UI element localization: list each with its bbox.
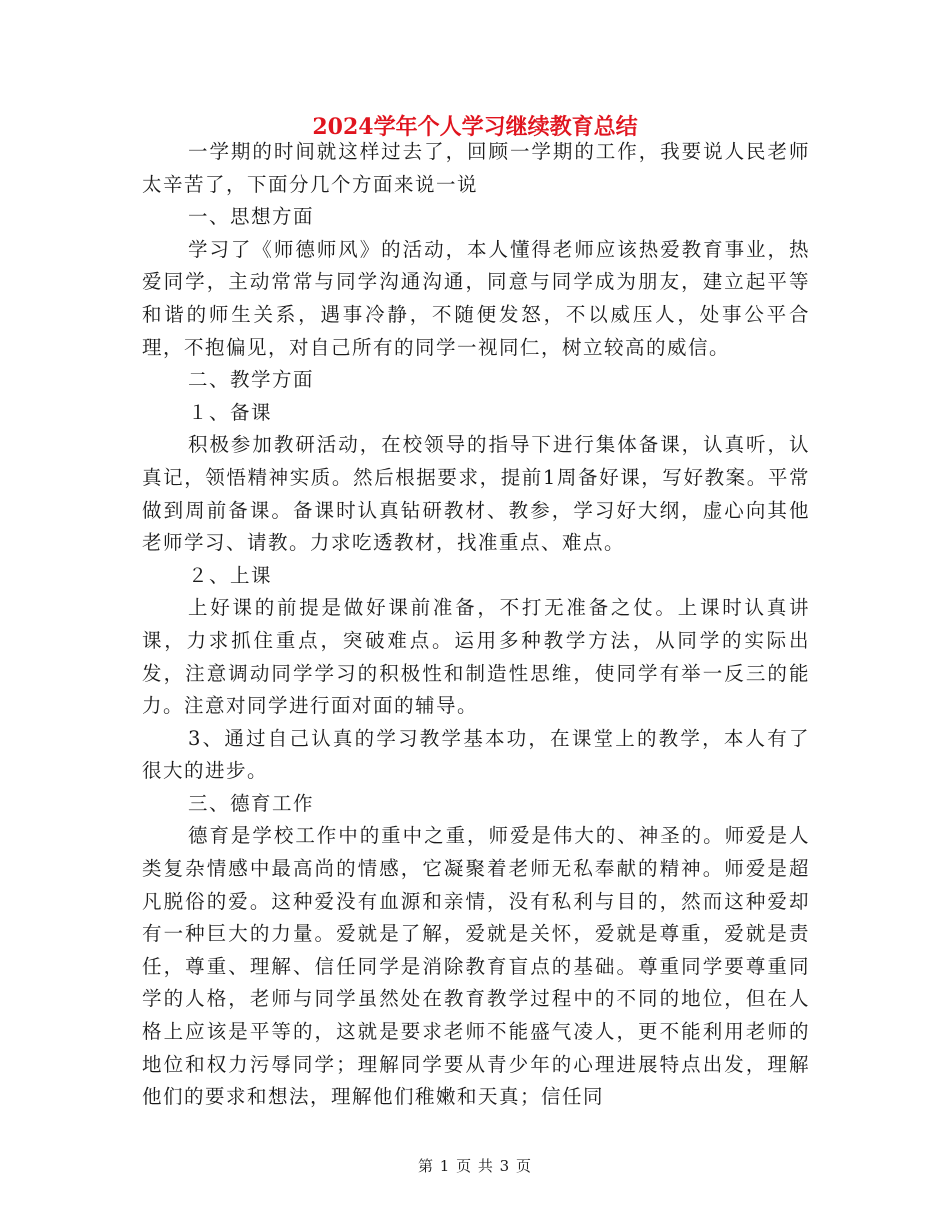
paragraph-lesson-prep: 积极参加教研活动，在校领导的指导下进行集体备课，认真听，认真记，领悟精神实质。然后根据要求，提前1周备好课，写好教案。平常做到周前备课。备课时认真钻研教材、教参，学习好大纲，虚心向其他老师学习、请教。力求吃透教材，找准重点、难点。 (142, 433, 810, 555)
document-body (142, 136, 810, 1114)
section-heading-teaching: 二、教学方面 (188, 368, 315, 392)
paragraph-thought: 学习了《师德师风》的活动，本人懂得老师应该热爱教育事业，热爱同学，主动常常与同学沟通沟通，同意与同学成为朋友，建立起平等和谐的师生关系，遇事冷静，不随便发怒，不以威压人，处事公平合理，不抱偏见，对自己所有的同学一视同仁，树立较高的威信。 (142, 237, 810, 359)
page-footer: 第 1 页 共 3 页 (418, 1157, 532, 1175)
section-heading-thought: 一、思想方面 (188, 205, 315, 229)
paragraph-intro: 一学期的时间就这样过去了，回顾一学期的工作，我要说人民老师太辛苦了，下面分几个方面来说一说 (142, 140, 810, 196)
paragraph-class: 上好课的前提是做好课前准备，不打无准备之仗。上课时认真讲课，力求抓住重点，突破难点。运用多种教学方法，从同学的实际出发，注意调动同学学习的积极性和制造性思维，使同学有举一反三的能力。注意对同学进行面对面的辅导。 (142, 596, 810, 718)
subheading-lesson-prep: １、备课 (188, 400, 273, 424)
document-title: 2024学年个人学习继续教育总结 (312, 114, 638, 140)
paragraph-moral: 德育是学校工作中的重中之重，师爱是伟大的、神圣的。师爱是人类复杂情感中最高尚的情感，它凝聚着老师无私奉献的精神。师爱是超凡脱俗的爱。这种爱没有血源和亲情，没有私利与目的，然而这种爱却有一种巨大的力量。爱就是了解，爱就是关怀，爱就是尊重，爱就是责任，尊重、理解、信任同学是消除教育盲点的基础。尊重同学要尊重同学的人格，老师与同学虽然处在教育教学过程中的不同的地位，但在人格上应该是平等的，这就是要求老师不能盛气凌人，更不能利用老师的地位和权力污辱同学；理解同学要从青少年的心理进展特点出发，理解他们的要求和想法，理解他们稚嫩和天真；信任同 (142, 824, 810, 1109)
paragraph-improvement: 3、通过自己认真的学习教学基本功，在课堂上的教学，本人有了很大的进步。 (142, 726, 810, 783)
subheading-class: ２、上课 (188, 563, 273, 587)
section-heading-moral: 三、德育工作 (188, 791, 315, 815)
